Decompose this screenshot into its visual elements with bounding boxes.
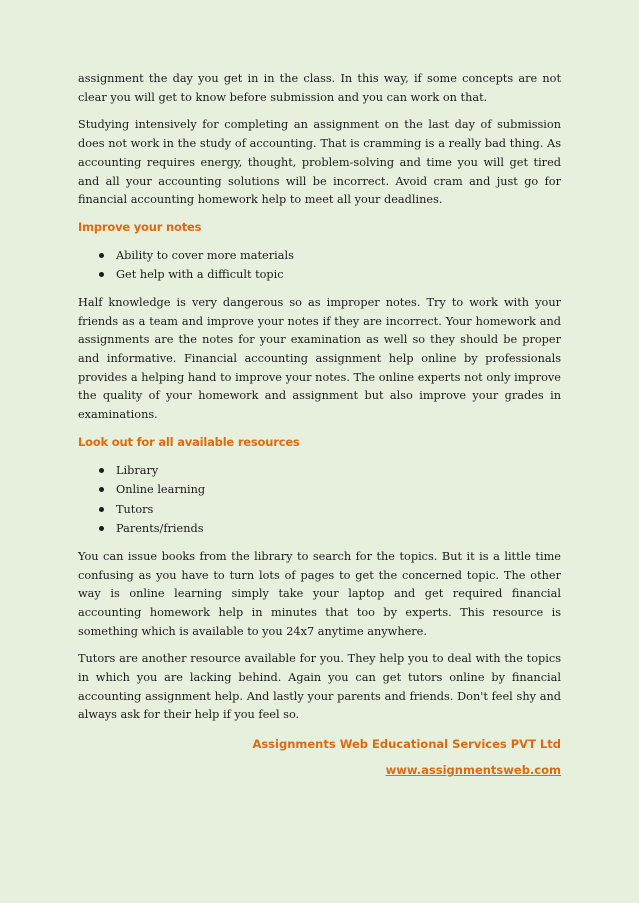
paragraph-cramming: Studying intensively for completing an assignment on the last day of submission does not work in the study of accounting. That is cramming is a really bad thing. As accounting requires energy, thought, problem-solving and time you will get tired and all your accounting solutions will be incorrect. Avoid cram and just go for financial accounting homework help to meet all your deadlines. xyxy=(78,118,561,207)
list-item-text: Parents/friends xyxy=(116,522,204,536)
list-item xyxy=(78,265,561,285)
list-item-text: Get help with a difficult topic xyxy=(116,268,284,282)
paragraph-tutors: Tutors are another resource available for you. They help you to deal with the topics in which you are lacking behind. Again you can get tutors online by financial accounting assignment help. And lastly your parents and friends. Don't feel shy and always ask for their help if you feel so. xyxy=(78,652,561,722)
list-item xyxy=(78,480,561,500)
bullet-list-improve-notes xyxy=(78,246,561,285)
bullet-icon xyxy=(99,253,104,258)
paragraph-notes: Half knowledge is very dangerous so as improper notes. Try to work with your friends as a team and improve your notes if they are incorrect. Your homework and assignments are the notes for your examination as well so they should be proper and informative. Financial accounting assignment help online by professionals provides a helping hand to improve your notes. The online experts not only improve the quality of your homework and assignment but also improve your grades in examinations. xyxy=(78,295,561,422)
list-item-text: Ability to cover more materials xyxy=(116,248,294,262)
document-page xyxy=(78,70,561,780)
bullet-icon xyxy=(99,507,104,512)
heading-resources: Look out for all available resources xyxy=(78,434,300,449)
bullet-icon xyxy=(99,487,104,492)
bullet-list-resources xyxy=(78,461,561,539)
list-item xyxy=(78,246,561,266)
list-item-text: Tutors xyxy=(116,502,154,516)
bullet-icon xyxy=(99,526,104,531)
list-item xyxy=(78,500,561,520)
footer xyxy=(78,734,561,780)
paragraph-library: You can issue books from the library to search for the topics. But it is a little time confusing as you have to turn lots of pages to get the concerned topic. The other way is online learning simply take your laptop and get required financial accounting homework help in minutes that too by experts. This resource is something which is available to you 24x7 anytime anywhere. xyxy=(78,549,561,638)
list-item-text: Library xyxy=(116,463,159,477)
bullet-icon xyxy=(99,272,104,277)
list-item-text: Online learning xyxy=(116,483,206,497)
bullet-icon xyxy=(99,468,104,473)
heading-improve-notes: Improve your notes xyxy=(78,219,202,234)
list-item xyxy=(78,461,561,481)
list-item xyxy=(78,519,561,539)
company-name: Assignments Web Educational Services PVT Ltd xyxy=(252,737,561,752)
paragraph-intro: assignment the day you get in in the class. In this way, if some concepts are not clear you will get to know before submission and you can work on that. xyxy=(78,72,561,104)
website-link[interactable]: www.assignmentsweb.com xyxy=(385,763,561,778)
